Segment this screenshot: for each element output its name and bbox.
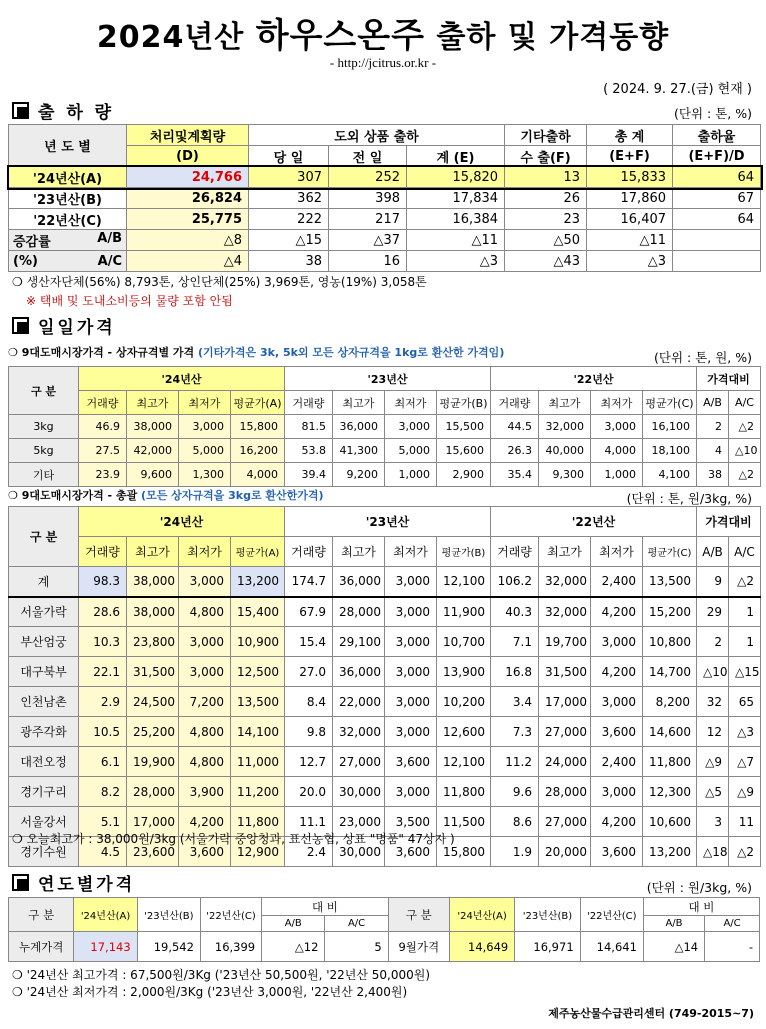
section-daily-title: 일일가격	[12, 313, 116, 338]
yearly-note-high: ❍ '24년산 최고가격 : 67,500원/3Kg ('23년산 50,500원, '22년산 50,000원)	[12, 968, 431, 982]
header-year: 년 도 별	[9, 125, 127, 167]
section-yearly-title: 연도별가격	[12, 870, 135, 895]
market-price-rows	[9, 567, 761, 867]
table-row: 3kg 46.9 38,000 3,000 15,800 81.5 36,000 3,000 15,500 44.5 32,000 3,000 16,100 2 △2	[9, 415, 761, 439]
daily-sub2: ❍ 9대도매시장가격 - 총괄 (모든 상자규격을 3kg로 환산한가격)	[8, 489, 324, 502]
table-row: 광주각화 10.5 25,200 4,800 14,100 9.8 32,000 3,000 12,600 7.3 27,000 3,600 14,600 12 △3	[9, 717, 761, 747]
market-price-table: 구 분 '24년산 '23년산 '22년산 가격대비 거래량 최고가 최저가 평균가(A) 거래량 최고가 최저가 평균가(B) 거래량 최고가 최저가 평균가(C) A/B A/C 계 98.3 38,000 3,000 13,200 174.7 36,000 3,000 12,100 106.2 32,000 2,400 13,500 9 △2 서울가락 28.6 38,000 4,800 15,400 67.9 28,000 3,000 11,900 40.3 32,000 4,200 15,200 29 1 부산엄궁 10.3 23,800 3,000 10,900 15.4 29,100 3,000 10,700 7.1 19,700 3,000 10,800 2 1 대구북부 22.1 31,500 3,000 12,500 27.0 36,000 3,000 13,900 16.8 31,500 4,200 14,700 △10 △15 인천남촌 2.9 24,500 7,200 13,500 8.4 22,000 3,000 10,200 3.4 17,000 3,000 8,200 32 65 광주각화 10.5 25,200 4,800 14,100 9.8 32,000 3,000 12,600 7.3 27,000 3,600 14,600 12 △3 대전오정 6.1 19,900 4,800 11,000 12.7 27,000 3,600 12,100 11.2 24,000 2,400 11,800 △9 △7 경기구리 8.2 28,000 3,900 11,200 20.0 30,000 3,000 11,800 9.6 28,000 3,000 12,300 △5 △9 서울강서 5.1 17,000 4,200 11,800 11.1 23,000 3,500 11,500 8.6 27,000 4,200 10,600 3 11 경기수원 4.5 23,600 3,600 12,900 2.4 30,000 3,600 15,800 1.9 20,000 3,600 13,200 △18 △2	[8, 506, 761, 867]
table-row: 부산엄궁 10.3 23,800 3,000 10,900 15.4 29,100 3,000 10,700 7.1 19,700 3,000 10,800 2 1	[9, 627, 761, 657]
yearly-unit: (단위 : 원/3kg, %)	[646, 880, 752, 895]
header-plan: 처리및계획량	[127, 125, 249, 146]
header-outside: 도외 상품 출하	[249, 125, 505, 146]
box-price-table: 구 분 '24년산 '23년산 '22년산 가격대비 거래량 최고가 최저가 평균가(A) 거래량 최고가 최저가 평균가(B) 거래량 최고가 최저가 평균가(C) A/B A/C 3kg 46.9 38,000 3,000 15,800 81.5 36,000 3,000 15,500 44.5 32,000 3,000 16,100 2 △2 5kg 27.5 42,000 5,000 16,200 53.8 41,300 5,000 15,600 26.3 40,000 4,000 18,100 4 △10 기타 23.9 9,600 1,300 4,000 39.4 9,200 1,000 2,900 35.4 9,300 1,000 4,100 38 △2	[8, 366, 761, 487]
daily-note: ❍ 오늘최고가 : 38,000원/3kg (서울가락 중앙청과, 표선농협, 상표 "명품" 47상자 )	[12, 832, 455, 846]
section-shipment-title: 출 하 량	[12, 98, 114, 123]
yearly-price-table: 구 분 '24년산(A) '23년산(B) '22년산(C) 대 비 구 분 '24년산(A) '23년산(B) '22년산(C) 대 비 A/B A/C A/B A/C 누계가격 17,143 19,542 16,399 △12 5 9월가격 14,649 16,971 14,641 △14 -	[8, 897, 760, 962]
yearly-note-low: ❍ '24년산 최저가격 : 2,000원/3Kg ('23년산 3,000원, '22년산 2,400원)	[12, 985, 408, 999]
title-suffix: 출하 및 가격동향	[424, 20, 670, 55]
shipment-note: ❍ 생산자단체(56%) 8,793톤, 상인단체(25%) 3,969톤, 영농(19%) 3,058톤	[12, 275, 427, 289]
header-rate: 출하율	[673, 125, 761, 146]
daily-unit2: (단위 : 톤, 원/3kg, %)	[626, 491, 752, 506]
box-price-rows	[9, 415, 761, 487]
title-prefix: 2024년산	[96, 20, 256, 55]
table-row: 누계가격 17,143 19,542 16,399 △12 5 9월가격 14,649 16,971 14,641 △14 -	[9, 932, 760, 962]
header-sum: 총 계	[587, 125, 673, 146]
table-row: '23년산(B) 26,824 362 398 17,834 26 17,860 67	[9, 188, 761, 209]
table-row: '24년산(A) 24,766 307 252 15,820 13 15,833 64	[9, 167, 761, 188]
table-row: 대전오정 6.1 19,900 4,800 11,000 12.7 27,000 3,600 12,100 11.2 24,000 2,400 11,800 △9 △7	[9, 747, 761, 777]
table-row: 5kg 27.5 42,000 5,000 16,200 53.8 41,300 5,000 15,600 26.3 40,000 4,000 18,100 4 △10	[9, 439, 761, 463]
table-row: 서울가락 28.6 38,000 4,800 15,400 67.9 28,000 3,000 11,900 40.3 32,000 4,200 15,200 29 1	[9, 597, 761, 627]
table-row: 기타 23.9 9,600 1,300 4,000 39.4 9,200 1,000 2,900 35.4 9,300 1,000 4,100 38 △2	[9, 463, 761, 487]
table-row: 경기구리 8.2 28,000 3,900 11,200 20.0 30,000 3,000 11,800 9.6 28,000 3,000 12,300 △5 △9	[9, 777, 761, 807]
table-row: '22년산(C) 25,775 222 217 16,384 23 16,407 64	[9, 209, 761, 230]
table-row: 인천남촌 2.9 24,500 7,200 13,500 8.4 22,000 3,000 10,200 3.4 17,000 3,000 8,200 32 65	[9, 687, 761, 717]
footer-source: 제주농산물수급관리센터 (749-2015~7)	[548, 1007, 754, 1020]
checkbox-square-icon	[12, 874, 29, 891]
table-row: 서울강서 5.1 17,000 4,200 11,800 11.1 23,000 3,500 11,500 8.6 27,000 4,200 10,600 3 11	[9, 807, 761, 837]
report-date: ( 2024. 9. 27.(금) 현재 )	[603, 82, 752, 97]
title-highlight: 하우스온주	[255, 16, 425, 56]
checkbox-square-icon	[12, 317, 29, 334]
page-title	[0, 8, 766, 57]
daily-unit1: (단위 : 톤, 원, %)	[654, 350, 752, 365]
checkbox-square-icon	[12, 102, 29, 119]
source-url[interactable]: - http://jcitrus.or.kr -	[329, 55, 437, 70]
table-row: 증감률 A/B △8 △15 △37 △11 △50 △11	[9, 230, 761, 251]
table-row: (%) A/C △4 38 16 △3 △43 △3	[9, 251, 761, 272]
shipment-warning: ※ 택배 및 도내소비등의 물량 포함 안됨	[26, 294, 233, 308]
header-other: 기타출하	[505, 125, 587, 146]
table-row: 경기수원 4.5 23,600 3,600 12,900 2.4 30,000 3,600 15,800 1.9 20,000 3,600 13,200 △18 △2	[9, 837, 761, 867]
section-shipment-unit: (단위 : 톤, %)	[674, 106, 752, 121]
shipment-table: 년 도 별 처리및계획량 도외 상품 출하 기타출하 총 계 출하율 (D) 당 일 전 일 계 (E) 수 출(F) (E+F) (E+F)/D '24년산(A) 24,766 307 252 15,820 13 15,833 64 '23년산(B) 26,824 362 398 17,834 26 17,860 67 '22년산(C) 25,775 222 217 16,384 23 16,407 64 증감률 A/B △8 △15 △37 △11 △50 △11 (%) A/C △4 38 16 △3 △43 △3	[8, 124, 761, 272]
table-row: 계 98.3 38,000 3,000 13,200 174.7 36,000 3,000 12,100 106.2 32,000 2,400 13,500 9 △2	[9, 567, 761, 597]
table-row: 대구북부 22.1 31,500 3,000 12,500 27.0 36,000 3,000 13,900 16.8 31,500 4,200 14,700 △10 △15	[9, 657, 761, 687]
daily-sub1: ❍ 9대도매시장가격 - 상자규격별 가격 (기타가격은 3k, 5k외 모든 상자규격을 1kg로 환산한 가격임)	[8, 346, 505, 359]
